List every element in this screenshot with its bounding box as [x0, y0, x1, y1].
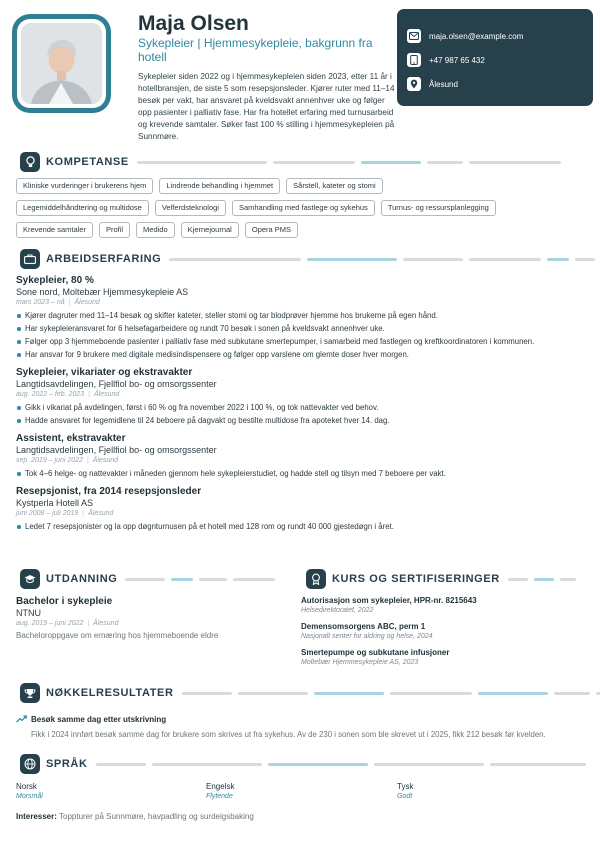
job-meta: sep. 2019 – juni 2022 | Ålesund — [16, 457, 119, 464]
job-place: Ålesund — [93, 391, 120, 398]
section-courses-header — [306, 569, 582, 589]
phone-text: +47 987 65 432 — [429, 55, 485, 65]
section-divider — [137, 161, 567, 164]
phone-icon — [407, 53, 421, 67]
education-entry — [16, 596, 276, 642]
result-text: Fikk i 2024 innført besøk samme dag for brukere som skrives ut fra sykehus. Av de 230 i sonen som ble skrevet ut i 2025, fikk 212 besøk før kvelden. — [31, 730, 546, 739]
job-meta: aug. 2022 – feb. 2023 | Ålesund — [16, 391, 120, 398]
job-employer: Sone nord, Moltebær Hjemmesykepleie AS — [16, 287, 189, 297]
skill-tag: Samhandling med fastlege og sykehus — [232, 200, 375, 216]
job-bullet: Kjører dagruter med 11–14 besøk og skifter kateter, steller stomi og tar blodprøver hjemme hos brukerne på egen hånd. — [16, 310, 586, 321]
section-title: ARBEIDSERFARING — [46, 253, 162, 265]
language-name: Engelsk — [206, 782, 235, 791]
skill-tag: Kjernejournal — [181, 222, 239, 238]
profile-photo — [21, 23, 102, 104]
skill-tag: Legemiddelhåndtering og multidose — [16, 200, 149, 216]
language-entry — [397, 781, 413, 802]
language-entry — [206, 781, 234, 802]
skill-tag: Velferdsteknologi — [155, 200, 226, 216]
job-dates: sep. 2019 – juni 2022 — [16, 457, 83, 464]
job-dates: mars 2023 – nå — [16, 299, 65, 306]
section-divider — [508, 578, 582, 581]
contact-card — [397, 9, 593, 106]
job-employer: Langtidsavdelingen, Fjellfiol bo- og omsorgssenter — [16, 445, 217, 455]
job-bullet: Har sykepleieransvaret for 6 helsefagarbeidere og rundt 70 besøk i sonen på kveldsvakt annenhver uke. — [16, 323, 586, 334]
courses-list — [301, 596, 571, 674]
interests — [16, 812, 254, 821]
education-dates: aug. 2019 – juni 2022 — [16, 620, 84, 627]
job-employer: Kystperla Hotell AS — [16, 498, 94, 508]
job-title: Resepsjonist, fra 2014 resepsjonsleder — [16, 486, 202, 497]
section-skills-header — [20, 152, 567, 172]
section-title: SPRÅK — [46, 758, 88, 770]
contact-phone[interactable] — [407, 48, 593, 72]
skill-tag: Krevende samtaler — [16, 222, 93, 238]
skill-tag: Kliniske vurderinger i brukerens hjem — [16, 178, 153, 194]
language-name: Norsk — [16, 782, 37, 791]
section-divider — [125, 578, 281, 581]
job-entry — [16, 433, 586, 479]
profile-photo-frame — [12, 14, 111, 113]
briefcase-icon — [20, 249, 40, 269]
job-title: Assistent, ekstravakter — [16, 433, 126, 444]
course-entry — [301, 596, 571, 616]
course-entry — [301, 622, 571, 642]
language-level: Morsmål — [16, 793, 43, 800]
section-divider — [182, 692, 600, 695]
section-education-header — [20, 569, 281, 589]
job-place: Ålesund — [92, 457, 119, 464]
section-divider — [96, 763, 592, 766]
job-entry — [16, 367, 586, 426]
email-text: maja.olsen@example.com — [429, 31, 524, 41]
headline: Sykepleier | Hjemmesykepleie, bakgrunn fra hotell — [138, 36, 373, 64]
job-title: Sykepleier, vikariater og ekstravakter — [16, 367, 193, 378]
section-divider — [169, 258, 600, 261]
job-place: Ålesund — [88, 510, 114, 517]
job-bullet: Ledet 7 resepsjonister og la opp døgnturnusen på et hotell med 128 rom og rundt 40 000 gjestedøgn i året. — [16, 521, 586, 532]
skill-tag: Sårstell, kateter og stomi — [286, 178, 383, 194]
job-bullet: Har ansvar for 9 brukere med digitale medisindispensere og følger opp varslene om glemte doser hver morgen. — [16, 349, 586, 360]
course-issuer: Nasjonalt senter for aldring og helse, 2024 — [301, 633, 433, 640]
section-title: KURS OG SERTIFISERINGER — [332, 573, 500, 585]
skills-list — [16, 178, 576, 244]
job-meta: juni 2008 – juli 2019 | Ålesund — [16, 510, 114, 517]
course-issuer: Moltebær Hjemmesykepleie AS, 2023 — [301, 659, 419, 666]
course-issuer: Helsedirektoratet, 2022 — [301, 607, 374, 614]
globe-icon — [20, 754, 40, 774]
section-title: KOMPETANSE — [46, 156, 129, 168]
job-bullet: Følger opp 3 hjemmeboende pasienter i palliativ fase med subkutane smertepumper, i samarbeid med fastlegen og kreftkoordinatoren i kommunen. — [16, 336, 586, 347]
degree-title: Bachelor i sykepleie — [16, 596, 113, 607]
contact-email[interactable] — [407, 24, 593, 48]
interests-label: Interesser: — [16, 812, 57, 821]
experience-list — [16, 275, 586, 539]
key-result — [16, 710, 576, 740]
email-icon — [407, 29, 421, 43]
profile-summary: Sykepleier siden 2022 og i hjemmesykepleien siden 2023, etter 11 år i hotellbransjen, de siste 5 som resepsjonsleder. Kjører ruter med 11–14 besøk per vakt, har ansvaret på kveldsvakt annenhver uke og følger opp pasienter i palliativ fase. Har fra hotellet erfaring med turnusarbeid og krevende samtaler. Søker fast 100 % stilling i hjemmesykepleien på Sunnmøre. — [138, 72, 395, 141]
person-name: Maja Olsen — [138, 12, 249, 35]
job-employer: Langtidsavdelingen, Fjellfiol bo- og omsorgssenter — [16, 379, 217, 389]
job-place: Ålesund — [74, 299, 100, 306]
skill-tag: Lindrende behandling i hjemmet — [159, 178, 280, 194]
job-dates: aug. 2022 – feb. 2023 — [16, 391, 85, 398]
section-results-header — [20, 683, 600, 703]
education-meta: aug. 2019 – juni 2022 | Ålesund — [16, 620, 119, 627]
job-meta: mars 2023 – nå | Ålesund — [16, 299, 100, 306]
trophy-icon — [20, 683, 40, 703]
course-title: Smertepumpe og subkutane infusjoner — [301, 648, 450, 657]
education-description: Bacheloroppgave om ernæring hos hjemmeboende eldre — [16, 631, 219, 640]
job-entry — [16, 486, 586, 532]
job-bullet: Hadde ansvaret for legemidlene til 24 beboere på dagvakt og bestilte multidose fra apoteket hver 14. dag. — [16, 415, 586, 426]
section-languages-header — [20, 754, 592, 774]
interests-text: Toppturer på Sunnmøre, havpadling og surdeigsbaking — [59, 812, 254, 821]
job-bullet: Tok 4–6 helge- og nattevakter i måneden gjennom hele sykepleierstudiet, og hadde stell og tilsyn med 7 beboere per vakt. — [16, 468, 586, 479]
course-entry — [301, 648, 571, 668]
course-title: Demensomsorgens ABC, perm 1 — [301, 622, 426, 631]
language-level: Flytende — [206, 793, 233, 800]
location-pin-icon — [407, 77, 421, 91]
section-title: NØKKELRESULTATER — [46, 687, 174, 699]
graduation-cap-icon — [20, 569, 40, 589]
certificate-icon — [306, 569, 326, 589]
lightbulb-icon — [20, 152, 40, 172]
job-bullet: Gikk i vikariat på avdelingen, først i 60 % og fra november 2022 i 100 %, og tok nattevakter ved behov. — [16, 402, 586, 413]
job-entry — [16, 275, 586, 360]
skill-tag: Opera PMS — [245, 222, 298, 238]
skill-tag: Profil — [99, 222, 130, 238]
trend-up-icon — [16, 710, 27, 728]
language-level: Godt — [397, 793, 413, 800]
skill-tag: Medido — [136, 222, 175, 238]
skill-tag: Turnus- og ressursplanlegging — [381, 200, 496, 216]
course-title: Autorisasjon som sykepleier, HPR-nr. 8215643 — [301, 596, 477, 605]
education-place: Ålesund — [93, 620, 119, 627]
job-title: Sykepleier, 80 % — [16, 275, 94, 286]
result-title: Besøk samme dag etter utskrivning — [31, 714, 167, 724]
location-text: Ålesund — [429, 79, 458, 89]
section-experience-header — [20, 249, 600, 269]
school-name: NTNU — [16, 608, 41, 618]
contact-location — [407, 72, 593, 96]
job-dates: juni 2008 – juli 2019 — [16, 510, 79, 517]
language-entry — [16, 781, 43, 802]
language-name: Tysk — [397, 782, 414, 791]
section-title: UTDANNING — [46, 573, 118, 585]
